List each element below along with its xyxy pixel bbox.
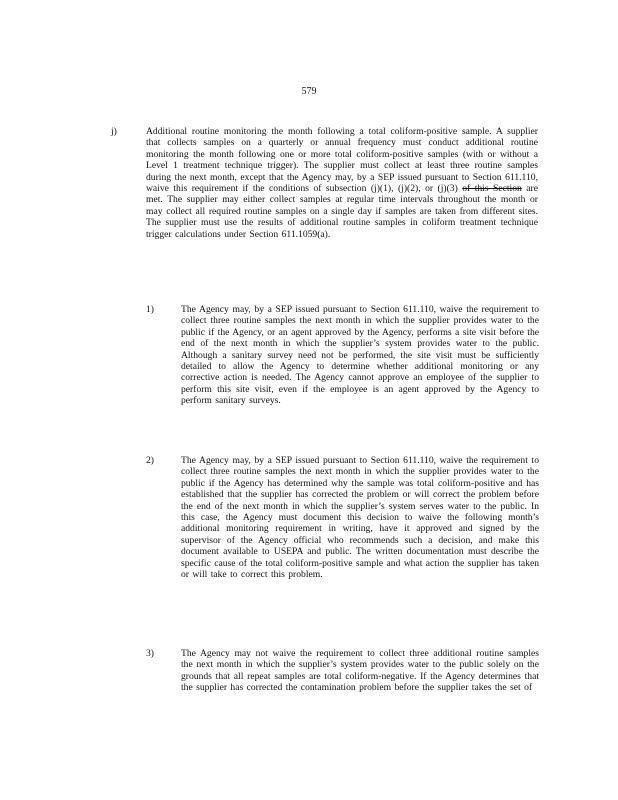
list-item-text: The Agency may not waive the requirement to collect three additional routine samples the next month in which the supplier’s system provides water to the public solely on the grounds that all repeat samples are total coliform-negative. If the Agency determines that the supplier has corrected the contamination problem before the supplier takes the set of [181, 648, 539, 694]
list-item-label: 2) [146, 455, 154, 466]
list-item-label: 3) [146, 648, 154, 659]
subsection-label: j) [111, 126, 117, 137]
page-number: 579 [301, 86, 317, 97]
struck-text: of this Section [462, 183, 522, 195]
subsection-text-before-strike: Additional routine monitoring the month following a total coliform-positive sample. A supplier that collects samples on a quarterly or annual frequency must conduct additional routine monitoring the month following one or more total coliform-positive samples (with or without a Level 1 treatment technique trigger). The supplier must collect at least three routine samples during the next month, except that the Agency may, by a SEP issued pursuant to Section 611.110, waive this requirement if the conditions of subsection (j)(1), (j)(2), or (j)(3) [146, 126, 538, 195]
list-item-text: The Agency may, by a SEP issued pursuant to Section 611.110, waive the requirement to collect three routine samples the next month in which the supplier provides water to the public if the Agency has determined why the sample was total coliform-positive and has established that the supplier has corrected the problem or will correct the problem before the end of the next month in which the supplier’s system serves water to the public. In this case, the Agency must document this decision to waive the following month’s additional monitoring requirement in writing, have it approved and signed by the supervisor of the Agency official who recommends such a decision, and make this document available to USEPA and public. The written documentation must describe the specific cause of the total coliform-positive sample and what action the supplier has taken or will take to correct this problem. [181, 455, 539, 581]
subsection-body [146, 126, 538, 240]
list-item-label: 1) [146, 304, 154, 315]
subsection-text-after-strike: are met. The supplier may either collect samples at regular time intervals throughout the month or may collect all required routine samples on a single day if samples are taken from different sites. The supplier must use the results of additional routine samples in coliform treatment technique trigger calculations under Section 611.1059(a). [146, 183, 538, 240]
list-item-text: The Agency may, by a SEP issued pursuant to Section 611.110, waive the requirement to collect three routine samples the next month in which the supplier provides water to the public if the Agency, or an agent approved by the Agency, performs a site visit before the end of the next month in which the supplier’s system provides water to the public. Although a sanitary survey need not be performed, the site visit must be sufficiently detailed to allow the Agency to determine whether additional monitoring or any corrective action is needed. The Agency cannot approve an employee of the supplier to perform this site visit, even if the employee is an agent approved by the Agency to perform sanitary surveys. [181, 304, 539, 407]
